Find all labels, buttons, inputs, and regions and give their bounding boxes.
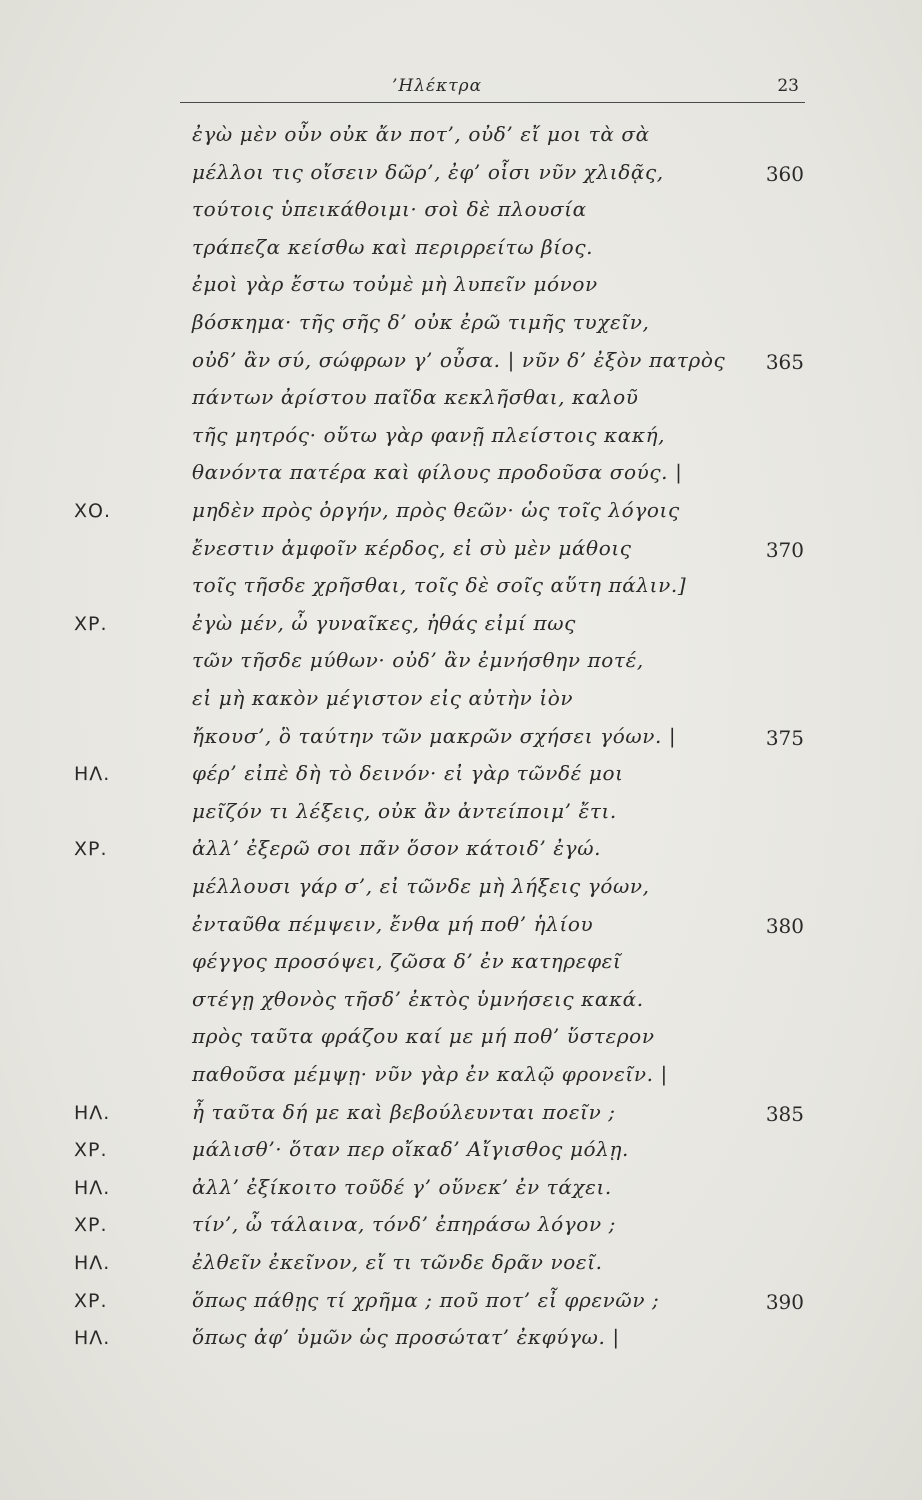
verse-text: τίν’, ὦ τάλαινα, τόνδ’ ἐπηράσω λόγον ; <box>192 1212 617 1237</box>
verse-line <box>0 947 922 989</box>
verse-text: ἀλλ’ ἐξερῶ σοι πᾶν ὅσον κάτοιδ’ ἐγώ. <box>192 836 602 861</box>
verse-text: ἐγὼ μὲν οὖν οὐκ ἄν ποτ’, οὐδ’ εἴ μοι τὰ σὰ <box>192 122 650 146</box>
verse-line <box>0 120 922 162</box>
header-rule <box>180 102 805 103</box>
verse-line <box>0 195 922 237</box>
running-title: ’Ηλέκτρα <box>392 76 483 96</box>
verse-line <box>0 383 922 425</box>
line-number: 375 <box>765 725 804 750</box>
verse-line <box>0 346 922 388</box>
verse-text: τῶν τῆσδε μύθων· οὐδ’ ἂν ἐμνήσθην ποτέ, <box>192 648 644 673</box>
speaker-label: ΗΛ. <box>74 1101 111 1124</box>
line-number: 365 <box>765 349 804 374</box>
line-number: 360 <box>765 161 804 186</box>
speaker-label: ΧΡ. <box>74 1289 108 1312</box>
verse-line <box>0 872 922 914</box>
verse-text: ἐλθεῖν ἐκεῖνον, εἴ τι τῶνδε δρᾶν νοεῖ. <box>192 1250 603 1274</box>
verse-text: οὐδ’ ἂν σύ, σώφρων γ’ οὖσα. | νῦν δ’ ἐξὸν πατρὸς <box>192 347 726 372</box>
speaker-label: ΧΡ. <box>74 1139 108 1162</box>
verse-line <box>0 1060 922 1102</box>
verse-text: ἀλλ’ ἐξίκοιτο τοῦδέ γ’ οὕνεκ’ ἐν τάχει. <box>192 1174 612 1199</box>
speaker-label: ΧΡ. <box>74 838 108 861</box>
verse-text: θανόντα πατέρα καὶ φίλους προδοῦσα σούς. | <box>192 460 683 485</box>
verse-line <box>0 158 922 200</box>
verse-text: ἤκουσ’, ὃ ταύτην τῶν μακρῶν σχήσει γόων. | <box>192 723 677 748</box>
verse-line <box>0 534 922 576</box>
verse-line <box>0 910 922 952</box>
verse-text: τούτοις ὑπεικάθοιμι· σοὶ δὲ πλουσία <box>192 197 587 222</box>
verse-line <box>0 646 922 688</box>
verse-text: φέρ’ εἰπὲ δὴ τὸ δεινόν· εἰ γὰρ τῶνδέ μοι <box>192 761 624 786</box>
speaker-label: ΧΟ. <box>74 500 112 522</box>
verse-text: πάντων ἀρίστου παῖδα κεκλῆσθαι, καλοῦ <box>192 385 639 410</box>
verse-text: ἔνεστιν ἀμφοῖν κέρδος, εἰ σὺ μὲν μάθοις <box>192 535 632 560</box>
verse-text: ἦ ταῦτα δή με καὶ βεβούλευνται ποεῖν ; <box>192 1099 616 1124</box>
verse-line <box>0 985 922 1027</box>
speaker-label: ΧΡ. <box>74 612 108 635</box>
verse-text: βόσκημα· τῆς σῆς δ’ οὐκ ἐρῶ τιμῆς τυχεῖν, <box>192 310 650 334</box>
page-number: 23 <box>777 76 799 96</box>
verse-text: μάλισθ’· ὅταν περ οἴκαδ’ Αἴγισθος μόλῃ. <box>192 1137 629 1162</box>
verse-line <box>0 421 922 463</box>
verse-line <box>0 797 922 839</box>
verse-line <box>0 684 922 726</box>
verse-line <box>0 1210 922 1252</box>
verse-text: στέγῃ χθονὸς τῆσδ’ ἐκτὸς ὑμνήσεις κακά. <box>192 986 644 1011</box>
verse-line <box>0 1135 922 1177</box>
speaker-label: ΗΛ. <box>74 1176 111 1199</box>
speaker-label: ΗΛ. <box>74 1327 111 1350</box>
line-number: 370 <box>765 537 804 562</box>
verse-line <box>0 496 922 538</box>
verse-text: μέλλοι τις οἴσειν δῶρ’, ἐφ’ οἷσι νῦν χλιδᾷς, <box>192 159 664 184</box>
line-number: 390 <box>765 1289 804 1314</box>
verse-text: μηδὲν πρὸς ὀργήν, πρὸς θεῶν· ὡς τοῖς λόγοις <box>192 498 680 522</box>
speaker-label: ΧΡ. <box>74 1214 108 1237</box>
verse-text: μεῖζόν τι λέξεις, οὐκ ἂν ἀντείποιμ’ ἔτι. <box>192 798 617 823</box>
verse-text: παθοῦσα μέμψῃ· νῦν γὰρ ἐν καλῷ φρονεῖν. | <box>192 1062 668 1086</box>
verse-line <box>0 270 922 312</box>
verse-text: ὅπως ἀφ’ ὑμῶν ὡς προσώτατ’ ἐκφύγω. | <box>192 1325 620 1350</box>
verse-line <box>0 458 922 500</box>
line-number: 385 <box>765 1101 804 1126</box>
verse-line <box>0 1098 922 1140</box>
verse-text: τράπεζα κείσθω καὶ περιρρείτω βίος. <box>192 234 594 259</box>
verse-line <box>0 1022 922 1064</box>
verse-line <box>0 834 922 876</box>
verse-text: πρὸς ταῦτα φράζου καί με μή ποθ’ ὕστερον <box>192 1024 655 1049</box>
verse-line <box>0 571 922 613</box>
speaker-label: ΗΛ. <box>74 763 111 786</box>
page-header <box>180 74 805 104</box>
verse-line <box>0 233 922 275</box>
verse-line <box>0 722 922 764</box>
verse-text: ἐνταῦθα πέμψειν, ἔνθα μή ποθ’ ἡλίου <box>192 911 594 936</box>
speaker-label: ΗΛ. <box>74 1252 111 1274</box>
verse-line <box>0 1323 922 1365</box>
verse-text: ὅπως πάθῃς τί χρῆμα ; ποῦ ποτ’ εἶ φρενῶν ; <box>192 1287 660 1312</box>
verse-text: ἐμοὶ γὰρ ἔστω τοὐμὲ μὴ λυπεῖν μόνον <box>192 272 598 297</box>
verse-text: μέλλουσι γάρ σ’, εἰ τῶνδε μὴ λήξεις γόων, <box>192 874 650 898</box>
verse-text: τῆς μητρός· οὕτω γὰρ φανῇ πλείστοις κακή, <box>192 422 666 447</box>
verse-text: εἰ μὴ κακὸν μέγιστον εἰς αὐτὴν ἰὸν <box>192 686 574 710</box>
verse-line <box>0 308 922 350</box>
verse-line <box>0 1286 922 1328</box>
verse-line <box>0 1248 922 1290</box>
verse-line <box>0 1173 922 1215</box>
verse-line <box>0 609 922 651</box>
verse-text: ἐγὼ μέν, ὦ γυναῖκες, ἠθάς εἰμί πως <box>192 610 576 635</box>
verse-text: φέγγος προσόψει, ζῶσα δ’ ἐν κατηρεφεῖ <box>192 949 622 974</box>
line-number: 380 <box>765 913 804 938</box>
verse-line <box>0 759 922 801</box>
verse-text: τοῖς τῆσδε χρῆσθαι, τοῖς δὲ σοῖς αὕτη πάλιν.] <box>192 573 687 598</box>
